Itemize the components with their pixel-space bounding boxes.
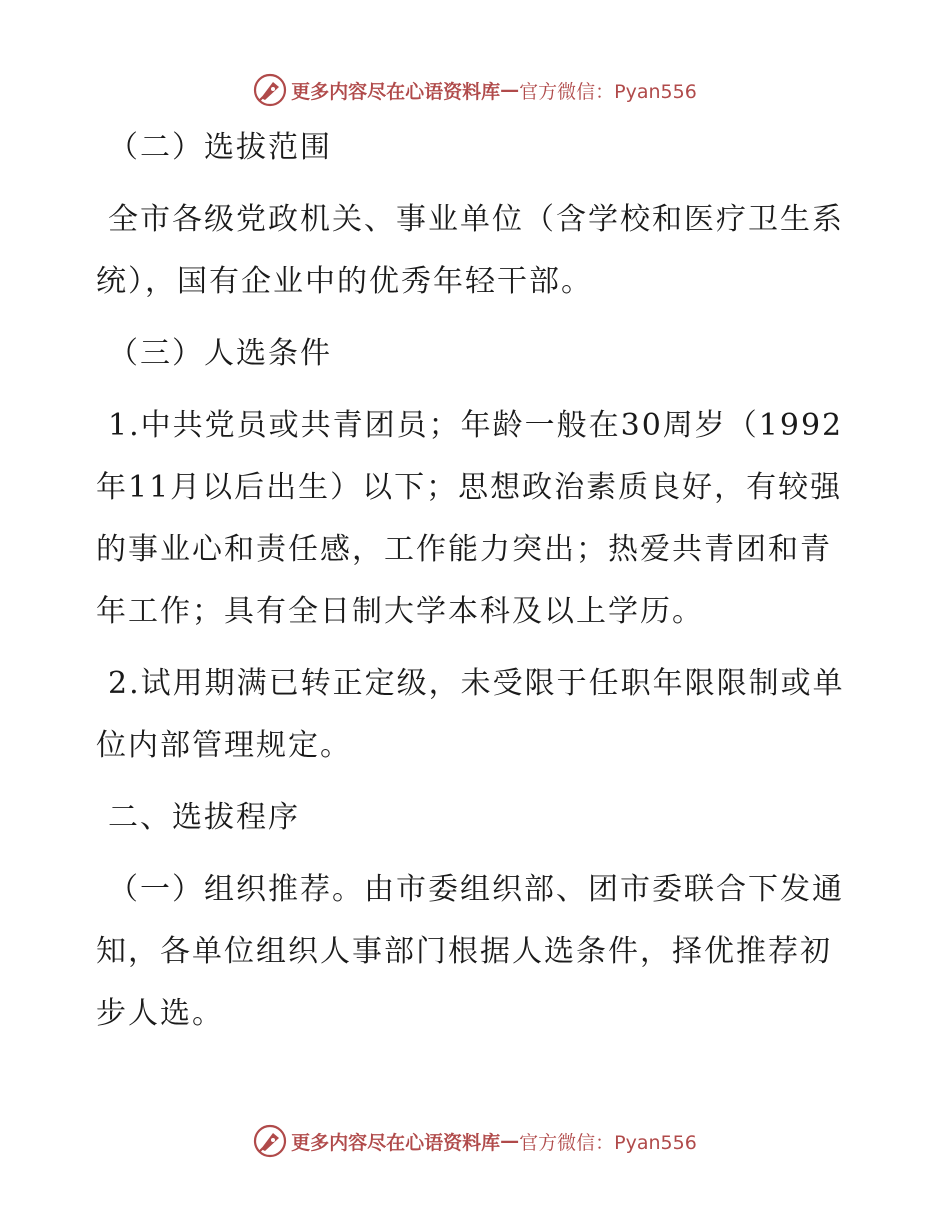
watermark-footer: [0, 1121, 950, 1161]
paragraph-procedure-1: （一）组织推荐。由市委组织部、团市委联合下发通知，各单位组织人事部门根据人选条件，择优推荐初步人选。: [96, 872, 844, 1031]
watermark-dash: —: [500, 1130, 520, 1152]
watermark-dash: —: [500, 79, 520, 101]
pen-nib-logo-icon: [253, 73, 287, 107]
section-heading-procedure: 二、选拔程序: [108, 800, 300, 835]
watermark-header: [0, 70, 950, 110]
watermark-promo-text: 更多内容尽在心语资料库: [291, 1131, 501, 1154]
pen-nib-logo-icon: [253, 1124, 287, 1158]
paragraph-condition-1: 1.中共党员或共青团员；年龄一般在30周岁（1992年11月以后出生）以下；思想政治素质良好，有较强的事业心和责任感，工作能力突出；热爱共青团和青年工作；具有全日制大学本科及以上学历。: [96, 408, 844, 629]
watermark-wechat-text: 官方微信：Pyan556: [519, 80, 697, 103]
section-heading-scope: （二）选拔范围: [108, 130, 332, 165]
paragraph-condition-2: 2.试用期满已转正定级，未受限于任职年限限制或单位内部管理规定。: [96, 666, 845, 763]
paragraph-scope: 全市各级党政机关、事业单位（含学校和医疗卫生系统），国有企业中的优秀年轻干部。: [96, 202, 844, 299]
watermark-wechat-text: 官方微信：Pyan556: [519, 1131, 697, 1154]
section-heading-conditions: （三）人选条件: [108, 336, 332, 371]
watermark-promo-text: 更多内容尽在心语资料库: [291, 80, 501, 103]
document-body: [96, 117, 856, 1045]
